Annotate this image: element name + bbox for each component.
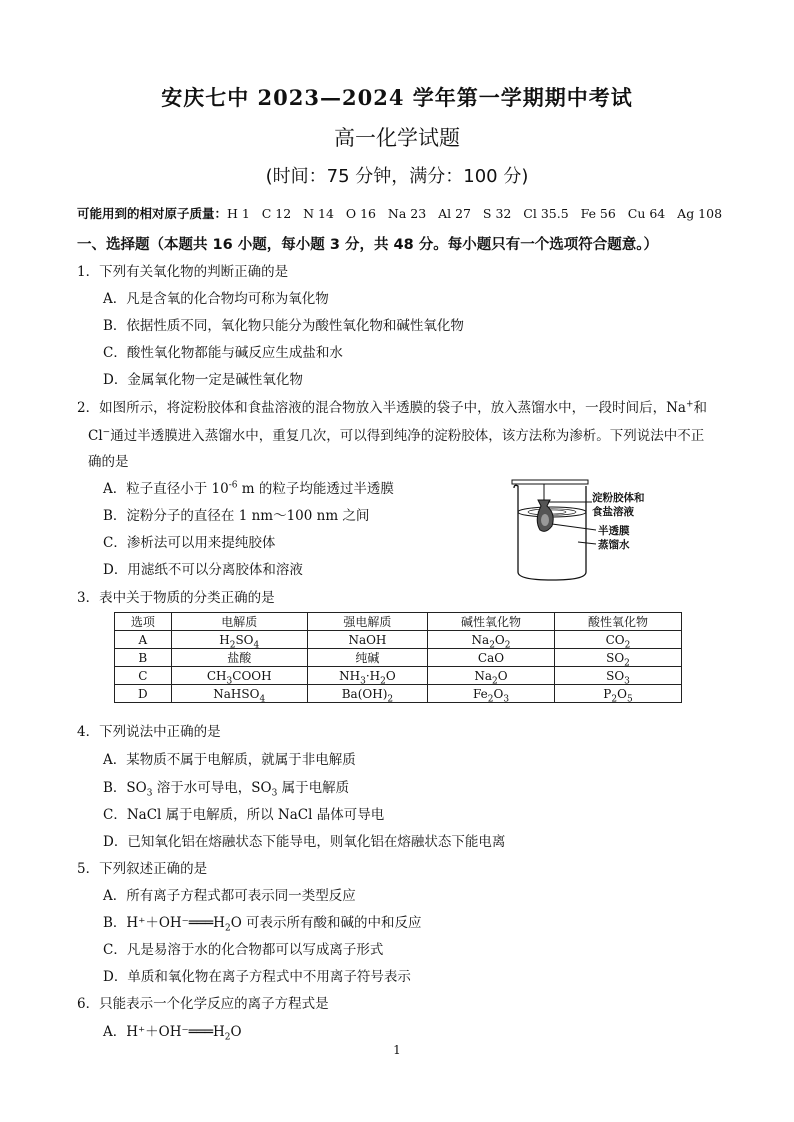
q5-option-b: B．$H^++OH^-═══H_2O$ 可表示所有酸和碱的中和反应 — [103, 915, 422, 934]
label-water: 蒸馏水 — [598, 539, 630, 551]
table-cell: $Na_2O$ — [428, 667, 555, 685]
q4-option-c: C．NaCl 属于电解质，所以 NaCl 晶体可导电 — [103, 807, 385, 823]
q1-option-d: D．金属氧化物一定是碱性氧化物 — [103, 372, 303, 388]
q4-option-a: A．某物质不属于电解质，就属于非电解质 — [103, 752, 356, 768]
q2-stem-line3: 确的是 — [88, 454, 129, 470]
q1-option-c: C．酸性氧化物都能与碱反应生成盐和水 — [103, 345, 343, 361]
page-number: 1 — [393, 1043, 401, 1057]
stand-rod — [512, 480, 588, 484]
table-cell: 纯碱 — [307, 649, 427, 667]
table-row — [115, 631, 682, 649]
table-header-cell: 电解质 — [171, 613, 307, 631]
table-cell: $SO_3$ — [555, 667, 682, 685]
atomic-masses-values: H 1 C 12 N 14 O 16 Na 23 Al 27 S 32 Cl 35.5 Fe 56 Cu 64 Ag 108 — [227, 206, 723, 221]
table-cell: A — [115, 631, 172, 649]
q4-option-d: D．已知氧化铝在熔融状态下能导电，则氧化铝在熔融状态下能电离 — [103, 834, 506, 850]
dialysis-figure — [500, 474, 700, 586]
label-colloid-1: 淀粉胶体和 — [592, 492, 645, 504]
table-cell: $P_2O_5$ — [555, 685, 682, 703]
q1-stem: 1．下列有关氧化物的判断正确的是 — [77, 264, 289, 280]
q5-option-c: C．凡是易溶于水的化合物都可以写成离子形式 — [103, 942, 384, 958]
table-cell: B — [115, 649, 172, 667]
exam-title: 安庆七中 2023—2024 学年第一学期期中考试 — [161, 85, 633, 110]
q2-option-b: B．淀粉分子的直径在 1 nm～100 nm 之间 — [103, 508, 370, 524]
table-cell: $H_2SO_4$ — [171, 631, 307, 649]
na-plus-sup: + — [685, 399, 694, 410]
classification-table — [114, 612, 682, 703]
table-row — [115, 667, 682, 685]
section-title: 一、选择题（本题共 16 小题，每小题 3 分，共 48 分。每小题只有一个选项符合题意。） — [77, 237, 658, 253]
table-row — [115, 649, 682, 667]
q2-stem-1b: 和 — [693, 400, 707, 416]
q1-option-a: A．凡是含氧的化合物均可称为氧化物 — [103, 291, 329, 307]
table-header-cell: 强电解质 — [307, 613, 427, 631]
q6-stem: 6．只能表示一个化学反应的离子方程式是 — [77, 996, 329, 1012]
table-cell: $CO_2$ — [555, 631, 682, 649]
label-colloid-2: 食盐溶液 — [592, 506, 634, 518]
q2-option-a — [103, 477, 394, 497]
atomic-masses-label: 可能用到的相对原子质量： — [77, 206, 228, 221]
q2-option-c: C．渗析法可以用来提纯胶体 — [103, 535, 276, 551]
q2-stem-1a: 2．如图所示，将淀粉胶体和食盐溶液的混合物放入半透膜的袋子中，放入蒸馏水中，一段时间后，Na — [77, 400, 686, 416]
cl-minus-sup: − — [102, 427, 111, 438]
table-cell: $SO_2$ — [555, 649, 682, 667]
q4-option-b: B．$SO_3$ 溶于水可导电，$SO_3$ 属于电解质 — [103, 780, 350, 799]
q5-stem: 5．下列叙述正确的是 — [77, 861, 208, 877]
table-cell: $Fe_2O_3$ — [428, 685, 555, 703]
q1-option-b: B．依据性质不同，氧化物只能分为酸性氧化物和碱性氧化物 — [103, 318, 464, 334]
table-header-cell: 选项 — [115, 613, 172, 631]
atomic-masses — [77, 204, 727, 222]
q2-option-d: D．用滤纸不可以分离胶体和溶液 — [103, 562, 303, 578]
table-cell: NaOH — [307, 631, 427, 649]
q4-stem: 4．下列说法中正确的是 — [77, 724, 221, 740]
time-info: (时间：75 分钟，满分：100 分) — [265, 166, 529, 187]
table-cell: D — [115, 685, 172, 703]
q2-stem-line1 — [77, 396, 707, 416]
q2-option-a-part2: m 的粒子均能透过半透膜 — [237, 481, 394, 497]
q3-stem: 3．表中关于物质的分类正确的是 — [77, 590, 275, 606]
q5-option-d: D．单质和氧化物在离子方程式中不用离子符号表示 — [103, 969, 411, 985]
table-cell: CaO — [428, 649, 555, 667]
table-header-row — [115, 613, 682, 631]
q6-option-a: A．$H^++OH^-═══H_2O$ — [103, 1024, 242, 1043]
q2-stem-2a: Cl — [88, 428, 103, 444]
table-row — [115, 685, 682, 703]
table-cell: NaHSO$_4$ — [171, 685, 307, 703]
table-cell: $Na_2O_2$ — [428, 631, 555, 649]
label-membrane: 半透膜 — [598, 525, 630, 537]
q2-option-a-part1: A．粒子直径小于 10 — [103, 481, 229, 497]
table-cell: $NH_3\cdot H_2O$ — [307, 667, 427, 685]
q5-option-a: A．所有离子方程式都可表示同一类型反应 — [103, 888, 356, 904]
table-header-cell: 酸性氧化物 — [555, 613, 682, 631]
table-cell: $CH_3COOH$ — [171, 667, 307, 685]
q2-stem-2b: 通过半透膜进入蒸馏水中，重复几次，可以得到纯净的淀粉胶体，该方法称为渗析。下列说法中不正 — [110, 428, 705, 444]
table-cell: 盐酸 — [171, 649, 307, 667]
exam-subtitle: 高一化学试题 — [334, 126, 460, 150]
table-cell: $Ba(OH)_2$ — [307, 685, 427, 703]
table-header-cell: 碱性氧化物 — [428, 613, 555, 631]
q2-option-a-exponent: -6 — [228, 480, 238, 491]
q2-stem-line2 — [88, 424, 704, 444]
table-cell: C — [115, 667, 172, 685]
